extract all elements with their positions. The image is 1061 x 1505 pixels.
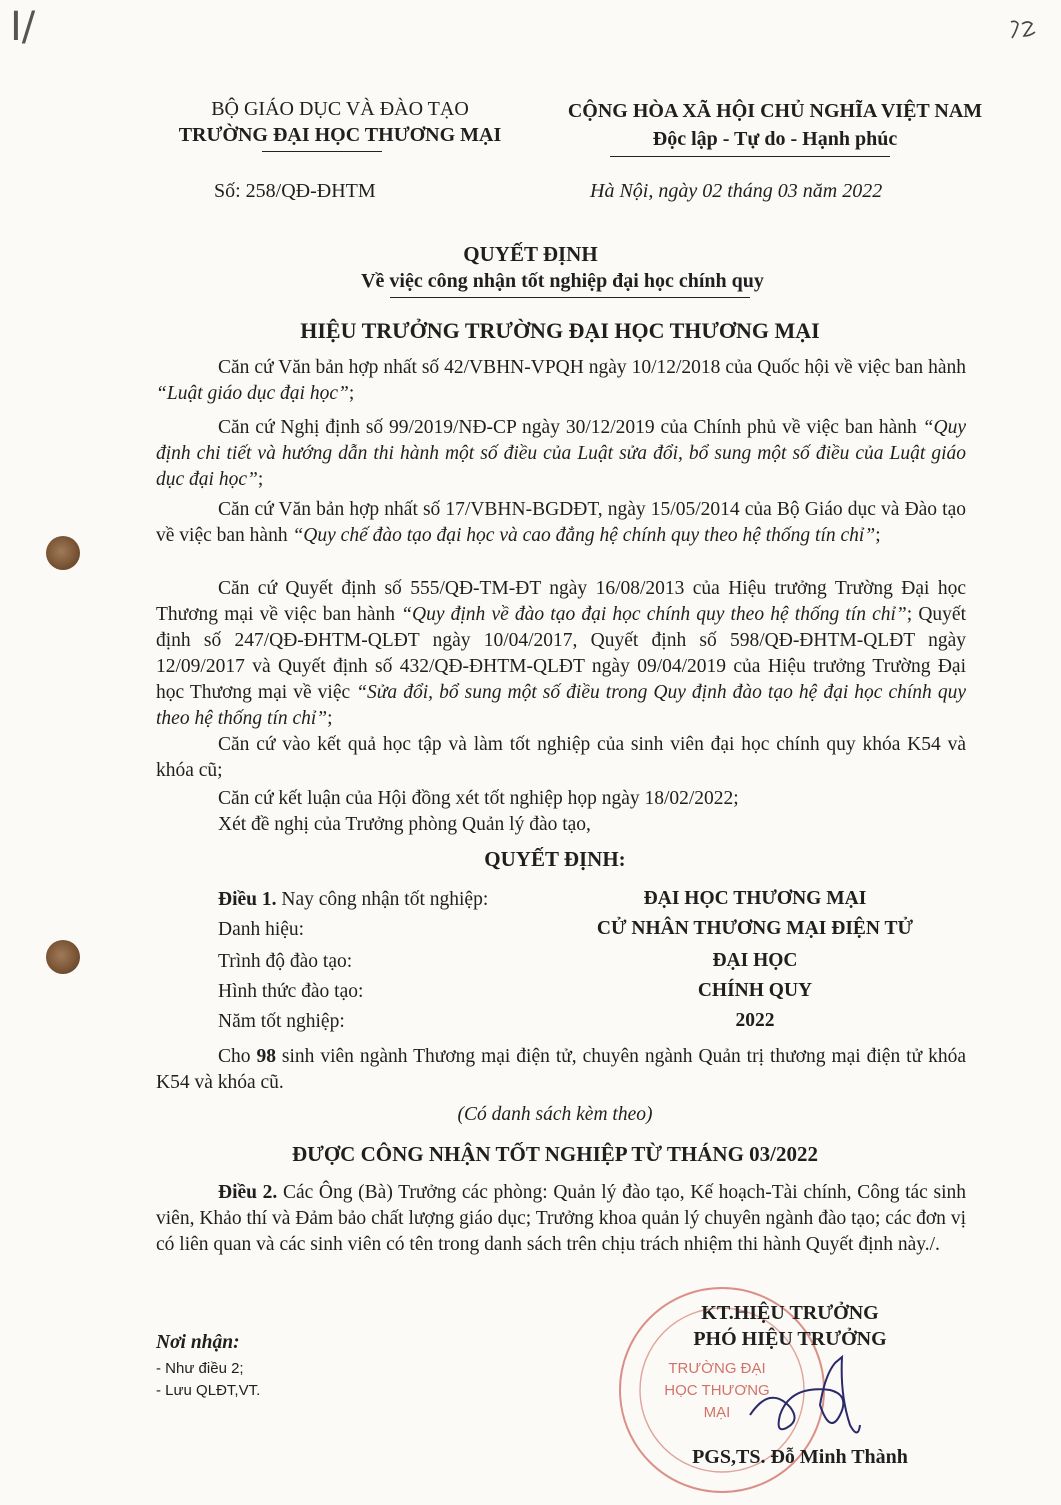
- basis-4: Căn cứ Quyết định số 555/QĐ-TM-ĐT ngày 16/08/2013 của Hiệu trưởng Trường Đại học Thương mại về việc ban hành “Quy định về đào tạo đại học chính quy theo hệ thống tín chỉ”; Quyết định số 247/QĐ-ĐHTM-QLĐT ngày 10/04/2017, Quyết định số 598/QĐ-ĐHTM-QLĐT ngày 12/09/2017 và Quyết định số 432/QĐ-ĐHTM-QLĐT ngày 09/04/2019 của Hiệu trưởng Trường Đại học Thương mại về việc “Sửa đổi, bổ sung một số điều trong Quy định đào tạo hệ đại học chính quy theo hệ thống tín chỉ”;: [156, 578, 967, 729]
- signer-name: PGS,TS. Đỗ Minh Thành: [692, 1446, 908, 1468]
- place-date: Hà Nội, ngày 02 tháng 03 năm 2022: [590, 180, 883, 202]
- basis-7: Xét đề nghị của Trưởng phòng Quản lý đào tạo,: [218, 814, 591, 835]
- recipient-1: - Như điều 2;: [156, 1360, 244, 1377]
- students-paragraph: Cho 98 sinh viên ngành Thương mại điện tử, chuyên ngành Quản trị thương mại điện tử khóa K54 và khóa cũ.: [156, 1046, 966, 1093]
- mode-label: Hình thức đào tạo:: [218, 981, 364, 1002]
- university-name: TRƯỜNG ĐẠI HỌC THƯƠNG MẠI: [178, 124, 502, 146]
- motto-underline: [610, 156, 890, 157]
- attached-list-note: (Có danh sách kèm theo): [457, 1104, 653, 1125]
- authority-title: HIỆU TRƯỞNG TRƯỜNG ĐẠI HỌC THƯƠNG MẠI: [300, 318, 820, 343]
- year-label: Năm tốt nghiệp:: [218, 1011, 345, 1032]
- recognized-heading: ĐƯỢC CÔNG NHẬN TỐT NGHIỆP TỪ THÁNG 03/2022: [291, 1142, 819, 1166]
- signature-line-1: KT.HIỆU TRƯỞNG: [701, 1302, 879, 1324]
- mode-value: CHÍNH QUY: [697, 980, 813, 1001]
- article-1-row: Điều 1. Nay công nhận tốt nghiệp:: [218, 889, 489, 910]
- motto: Độc lập - Tự do - Hạnh phúc: [652, 128, 898, 150]
- article-2: Điều 2. Các Ông (Bà) Trưởng các phòng: Quản lý đào tạo, Kế hoạch-Tài chính, Công tác sinh viên, Khảo thí và Đảm bảo chất lượng giáo dục; Trưởng khoa quản lý chuyên ngành đào tạo; các đơn vị có liên quan và các sinh viên có tên trong danh sách trên chịu trách nhiệm thi hành Quyết định này./.: [156, 1182, 967, 1255]
- republic-title: CỘNG HÒA XÃ HỘI CHỦ NGHĨA VIỆT NAM: [567, 100, 983, 122]
- punch-hole-top: [46, 536, 80, 570]
- document-number: Số: 258/QĐ-ĐHTM: [214, 180, 376, 202]
- document-subject: Về việc công nhận tốt nghiệp đại học chính quy: [361, 270, 764, 292]
- level-label: Trình độ đào tạo:: [218, 951, 353, 972]
- punch-hole-bottom: [46, 940, 80, 974]
- university-underline: [262, 151, 382, 152]
- level-value: ĐẠI HỌC: [712, 950, 798, 971]
- year-value: 2022: [735, 1010, 775, 1031]
- recipients-heading: Nơi nhận:: [156, 1332, 240, 1353]
- basis-6: Căn cứ kết luận của Hội đồng xét tốt nghiệp họp ngày 18/02/2022;: [218, 788, 739, 809]
- page-number-mark: [1008, 18, 1038, 48]
- corner-mark: I/: [10, 4, 36, 50]
- handwritten-signature: [730, 1345, 880, 1450]
- basis-1: Căn cứ Văn bản hợp nhất số 42/VBHN-VPQH ngày 10/12/2018 của Quốc hội về việc ban hành “Luật giáo dục đại học”;: [156, 357, 966, 404]
- title-value: CỬ NHÂN THƯƠNG MẠI ĐIỆN TỬ: [596, 918, 914, 939]
- ministry-name: BỘ GIÁO DỤC VÀ ĐÀO TẠO: [211, 98, 469, 120]
- recipient-2: - Lưu QLĐT,VT.: [156, 1382, 261, 1399]
- basis-2: Căn cứ Nghị định số 99/2019/NĐ-CP ngày 30/12/2019 của Chính phủ về việc ban hành “Quy định chi tiết và hướng dẫn thi hành một số điều của Luật sửa đổi, bổ sung một số điều của Luật giáo dục đại học”;: [156, 417, 966, 490]
- decision-heading: QUYẾT ĐỊNH:: [484, 847, 626, 871]
- signature-line-2: PHÓ HIỆU TRƯỞNG: [693, 1328, 887, 1350]
- subject-underline: [390, 297, 750, 298]
- document-title: QUYẾT ĐỊNH: [463, 242, 598, 266]
- stamp-label: TRƯỜNG ĐẠI HỌC THƯƠNG MẠI: [664, 1360, 770, 1421]
- basis-3: Căn cứ Văn bản hợp nhất số 17/VBHN-BGDĐT, ngày 15/05/2014 của Bộ Giáo dục và Đào tạo về việc ban hành “Quy chế đào tạo đại học và cao đẳng hệ chính quy theo hệ thống tín chỉ”;: [156, 499, 966, 546]
- title-label: Danh hiệu:: [218, 919, 305, 940]
- basis-5: Căn cứ vào kết quả học tập và làm tốt nghiệp của sinh viên đại học chính quy khóa K54 và khóa cũ;: [156, 734, 966, 781]
- article-1-value: ĐẠI HỌC THƯƠNG MẠI: [643, 888, 867, 909]
